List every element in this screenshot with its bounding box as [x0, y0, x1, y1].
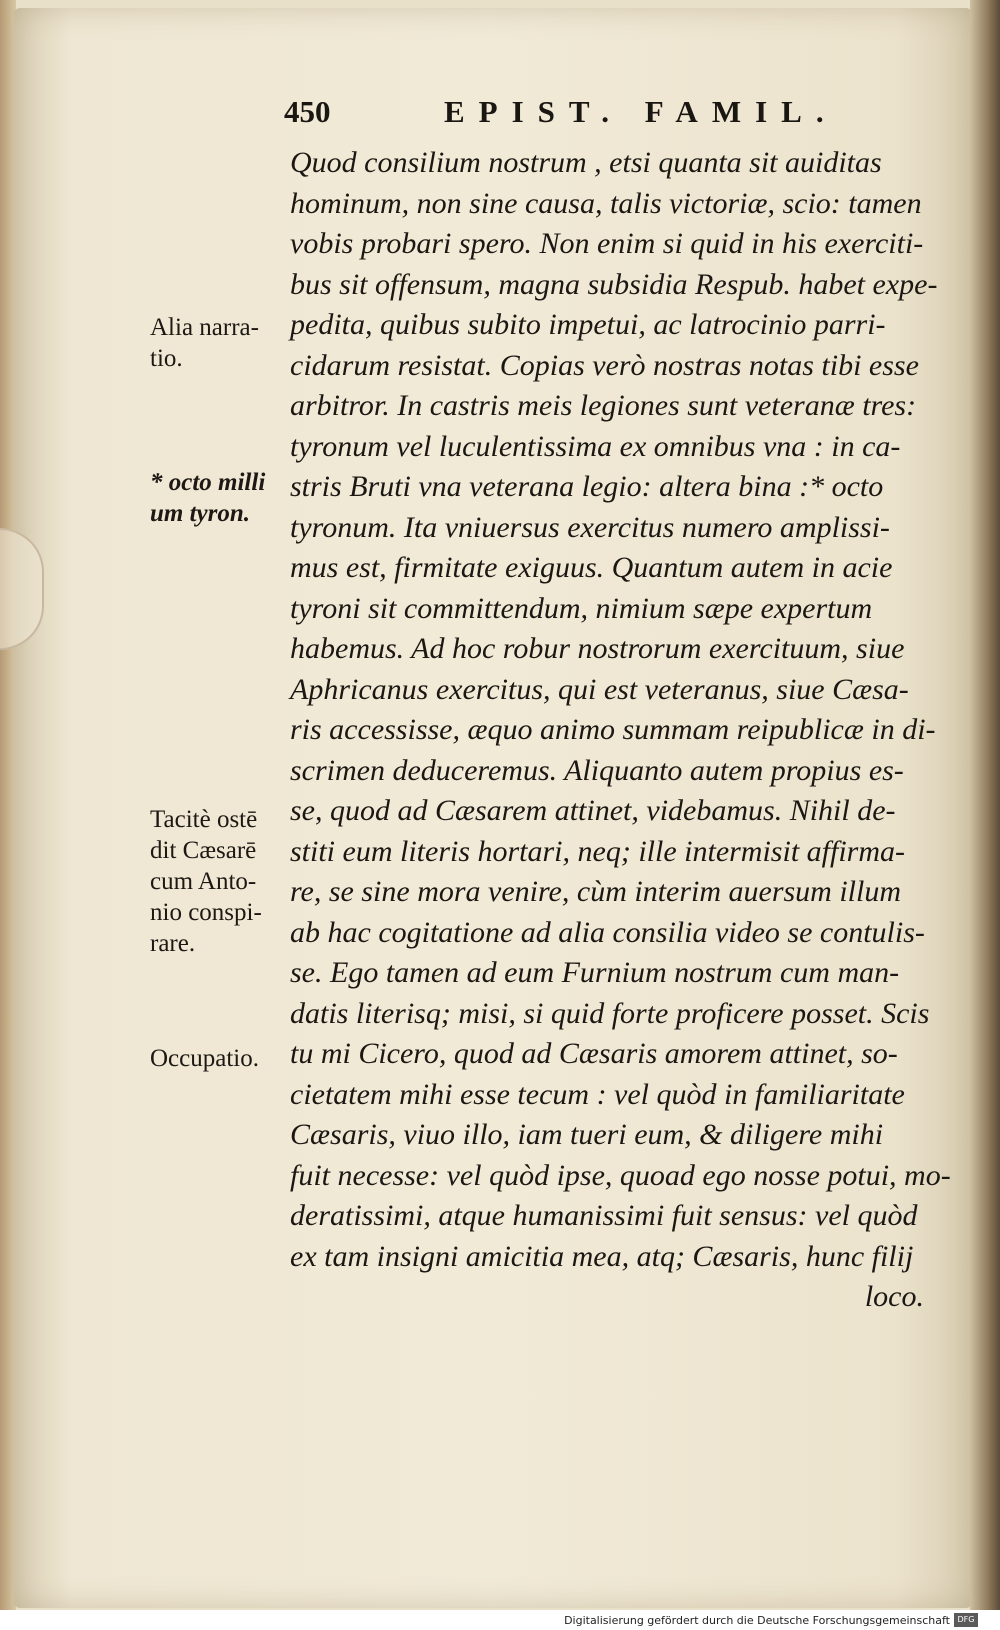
text-line: hominum, non sine causa, talis victoriæ, scio: tamen: [290, 186, 922, 220]
page-header: [284, 94, 884, 134]
marginal-note-occupatio: [150, 1043, 300, 1074]
marginal-line: Tacitè ostē: [150, 806, 258, 833]
text-line: tyronum vel luculentissima ex omnibus vna : in ca-: [290, 429, 901, 463]
marginal-note-octo-millium: [150, 467, 300, 529]
marginal-line: * octo milli: [150, 469, 266, 496]
marginal-line: nio conspi-: [150, 899, 262, 926]
text-line: stiti eum literis hortari, neq; ille intermisit affirma-: [290, 834, 905, 868]
text-line: Aphricanus exercitus, qui est veteranus, siue Cæsa-: [290, 672, 909, 706]
text-line: ex tam insigni amicitia mea, atq; Cæsaris, hunc filij: [290, 1239, 914, 1273]
text-line: ris accessisse, æquo animo summam reipublicæ in di-: [290, 713, 936, 746]
marginal-line: um tyron.: [150, 500, 251, 527]
text-line: scrimen deduceremus. Aliquanto autem propius es-: [290, 753, 904, 787]
text-line: deratissimi, atque humanissimi fuit sensus: vel quòd: [290, 1199, 918, 1232]
dfg-logo-icon: DFG: [954, 1613, 978, 1627]
text-line: pedita, quibus subito impetui, ac latrocinio parri-: [290, 308, 886, 341]
text-line: datis literisq; misi, si quid forte proficere posset. Scis: [290, 996, 930, 1030]
text-line: vobis probari spero. Non enim si quid in his exerciti-: [290, 227, 924, 260]
text-line: mus est, firmitate exiguus. Quantum autem in acie: [290, 551, 893, 584]
text-line: tyronum. Ita vniuersus exercitus numero amplissi-: [290, 510, 890, 544]
text-line: habemus. Ad hoc robur nostrorum exercituum, siue: [290, 632, 905, 665]
marginal-line: cum Anto-: [150, 868, 257, 895]
running-title: EPIST. FAMIL.: [444, 94, 838, 129]
marginal-line: rare.: [150, 930, 196, 957]
text-line: cietatem mihi esse tecum : vel quòd in familiaritate: [290, 1077, 905, 1111]
footer-credit: Digitalisierung gefördert durch die Deutsche Forschungsgemeinschaft: [564, 1614, 950, 1627]
text-line: se. Ego tamen ad eum Furnium nostrum cum man-: [290, 956, 900, 989]
text-line: tyroni sit committendum, nimium sæpe expertum: [290, 591, 873, 625]
catchword: loco.: [864, 1280, 924, 1313]
text-line: Quod consilium nostrum , etsi quanta sit auiditas: [290, 146, 882, 179]
body-text: [290, 143, 950, 1318]
digitization-footer: [0, 1610, 1000, 1630]
marginal-line: Alia narra-: [150, 314, 259, 341]
text-line: ab hac cogitatione ad alia consilia video se contulis-: [290, 915, 925, 949]
text-line: bus sit offensum, magna subsidia Respub. habet expe-: [290, 267, 938, 301]
book-edge-right: [970, 0, 1000, 1610]
text-line: Cæsaris, viuo illo, iam tueri eum, & diligere mihi: [290, 1118, 884, 1151]
text-line: re, se sine mora venire, cùm interim auersum illum: [290, 875, 902, 908]
text-line: se, quod ad Cæsarem attinet, videbamus. Nihil de-: [290, 794, 896, 827]
text-line: stris Bruti vna veterana legio: altera bina :* octo: [290, 470, 884, 503]
marginal-note-tacite: [150, 804, 300, 959]
text-line: arbitror. In castris meis legiones sunt veteranæ tres:: [290, 389, 917, 422]
folio-number: 450: [284, 94, 331, 129]
text-line: cidarum resistat. Copias verò nostras notas tibi esse: [290, 348, 919, 382]
text-line: tu mi Cicero, quod ad Cæsaris amorem attinet, so-: [290, 1037, 898, 1070]
marginal-line: tio.: [150, 345, 183, 372]
marginal-note-alia-narratio: [150, 312, 300, 374]
marginal-line: Occupatio.: [150, 1045, 259, 1072]
marginal-line: dit Cæsarē: [150, 837, 257, 864]
text-line: fuit necesse: vel quòd ipse, quoad ego nosse potui, mo-: [290, 1158, 951, 1192]
